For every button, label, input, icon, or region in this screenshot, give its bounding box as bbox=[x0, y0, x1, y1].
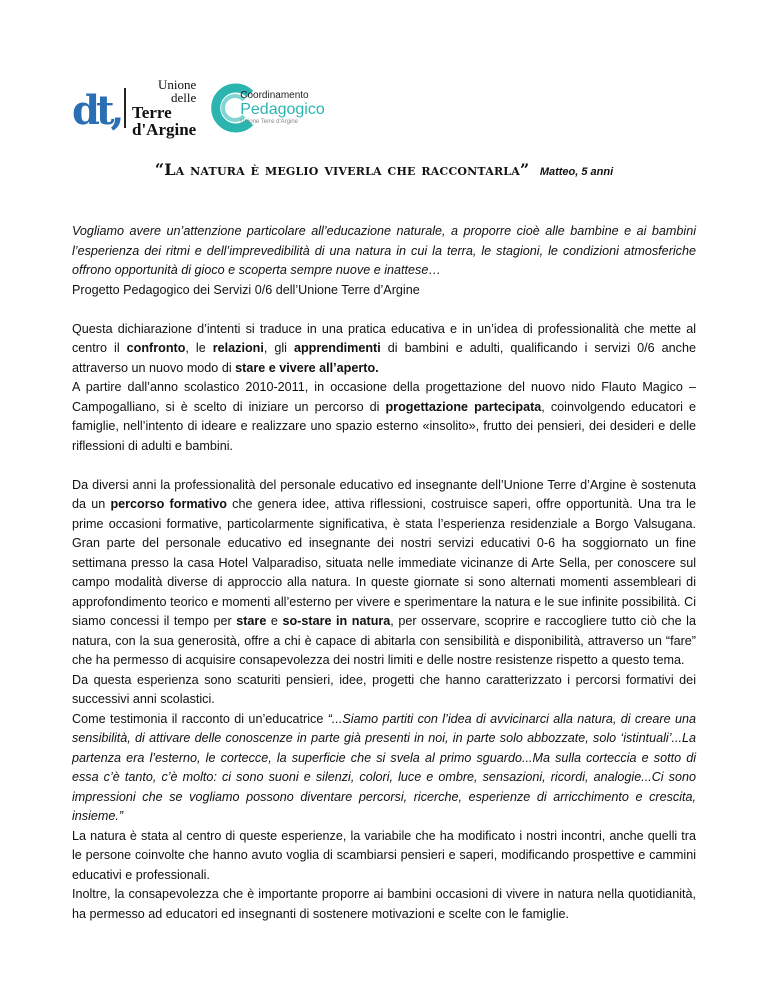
text-run: che genera idee, attiva riflessioni, costruisce saperi, offre opportunità. Una tra le prime occasioni formative, particolarmente significativa, è stata l’esperienza residenziale a Borgo Valsugana. Gran parte del personale educativo ed insegnante dei nostri servizi educativi 0-6 ha soggiornato un fine settimana presso la casa Hotel Valparadiso, situata nelle immediate vicinanze di Arte Sella, per conoscere sul campo modalità diverse di approccio alla natura. In queste giornate si sono alternati momenti assembleari di approfondimento teorico e momenti all’esterno per vivere e sperimentare la natura e le sue infinite possibilità. Ci siamo concessi il tempo per bbox=[72, 497, 696, 628]
text-run: , le bbox=[185, 341, 213, 355]
bold-percorso-formativo: percorso formativo bbox=[110, 497, 227, 511]
text-run: Da diversi anni la professionalità del personale educativo ed insegnante dell’Unione Terre d’Argine è sostenuta da un bbox=[72, 477, 696, 511]
logo-text-unione: Unione bbox=[157, 77, 197, 92]
bold-progettazione: progettazione partecipata bbox=[385, 399, 542, 414]
bold-so-stare: so-stare in natura bbox=[282, 614, 391, 628]
text-line-consapevolezza: Inoltre, la consapevolezza che è importante proporre ai bambini occasioni di vivere in natura nella quotidianità, ha permesso ad educatori ed insegnanti di sostenere motivazioni e scelte con le famiglie. bbox=[72, 887, 696, 921]
bold-stare-vivere: stare e vivere all’aperto. bbox=[235, 360, 379, 375]
text-run: , per osservare, scoprire e raccogliere tutto ciò che la natura, con la sua generosità, offre a chi è capace di abitarla con sensibilità e disponibilità, attraverso un “fare” che ha permesso di acquisire consapevolezza dei nostri limiti e delle nostre resistenze rispetto a questo tema. bbox=[72, 614, 696, 667]
unione-terre-dargine-logo bbox=[132, 78, 196, 138]
text-run: A partire dall’anno scolastico 2010-2011, in occasione della progettazione del nuovo nido Flauto Magico – Campogalliano, si è scelto di iniziare un percorso di bbox=[72, 380, 696, 414]
bold-confronto: confronto bbox=[126, 341, 186, 355]
logo-text-pedagogico: Pedagogico bbox=[240, 100, 325, 118]
text-line-natura-centro: La natura è stata al centro di queste esperienze, la variabile che ha modificato i nostri incontri, anche quelli tra le persone coinvolte che hanno avuto voglia di scambiarsi pensieri e saperi, modificando prospettive e cammini educativi e professionali. bbox=[72, 828, 696, 882]
document-body bbox=[72, 222, 696, 944]
paragraph-intro-quote bbox=[72, 222, 696, 300]
coordinamento-pedagogico-logo bbox=[206, 80, 325, 136]
logo-text-coordinamento: Coordinamento bbox=[240, 90, 309, 102]
paragraph-2010-2011 bbox=[72, 378, 696, 456]
educator-quote: “...Siamo partiti con l’idea di avvicinarci alla natura, di creare una sensibilità, di attivare delle conoscenze in parte già presenti in noi, in parte solo abbozzate, solo ‘istintuali’...La partenza era l’esterno, le cortecce, la superficie che si svela al primo sguardo...Ma sulla corteccia e sotto di essa c’è tanto, c’è molto: ci sono suoni e silenzi, colori, luce e ombre, sensazioni, ricordi, analogie...Ci sono impressioni che se vogliamo possono diventare percorsi, ricerche, esperienze di arricchimento e crescita, insieme.” bbox=[72, 711, 696, 823]
text-run: Questa dichiarazione d’intenti si traduce in una pratica educativa e in un’idea di professionalità che mette al centro il bbox=[72, 321, 696, 355]
text-run: , coinvolgendo educatori e famiglie, nell’intento di ideare e realizzare uno spazio esterno «insolito», frutto dei pensieri, dei desideri e delle riflessioni di adulti e bambini. bbox=[72, 399, 696, 453]
title-quote: “La natura è meglio viverla che raccontarla” bbox=[154, 160, 530, 179]
text-run: Come testimonia il racconto di un’educatrice bbox=[72, 711, 328, 726]
paragraph-formazione bbox=[72, 476, 696, 925]
logo-letters: dt, bbox=[72, 87, 121, 134]
text-line-testimonianza bbox=[72, 710, 696, 827]
document-title bbox=[0, 160, 768, 180]
logo-text-subtitle: Unione Terre d'Argine bbox=[240, 118, 298, 125]
logo-text-terre: Terre bbox=[132, 103, 172, 122]
text-run: , gli bbox=[263, 341, 294, 355]
logo-text-dargine: d'Argine bbox=[132, 120, 197, 139]
terre-dargine-mark-logo bbox=[72, 83, 120, 133]
text-line-esperienza: Da questa esperienza sono scaturiti pensieri, idee, progetti che hanno caratterizzato i percorsi formativi dei successivi anni scolastici. bbox=[72, 672, 696, 706]
bold-stare: stare bbox=[236, 614, 267, 628]
intro-quote-text: Vogliamo avere un’attenzione particolare all’educazione naturale, a proporre cioè alle bambine e ai bambini l’esperienza dei ritmi e dell’imprevedibilità di una natura in cui la terra, le stagioni, le condizioni atmosferiche offrono opportunità di gioco e scoperta sempre nuove e inattese… bbox=[72, 224, 696, 277]
bold-relazioni: relazioni bbox=[212, 341, 264, 355]
logo-divider bbox=[124, 88, 126, 128]
title-author: Matteo, 5 anni bbox=[539, 166, 614, 178]
paragraph-intent bbox=[72, 320, 696, 457]
header-logos bbox=[72, 78, 325, 138]
bold-apprendimenti: apprendimenti bbox=[293, 341, 381, 355]
text-run: di bambini e adulti, qualificando i servizi 0/6 anche attraverso un nuovo modo di bbox=[72, 341, 696, 375]
logo-text-delle: delle bbox=[170, 90, 197, 105]
text-run: e bbox=[266, 614, 283, 628]
intro-quote-source: Progetto Pedagogico dei Servizi 0/6 dell’Unione Terre d’Argine bbox=[72, 282, 420, 297]
